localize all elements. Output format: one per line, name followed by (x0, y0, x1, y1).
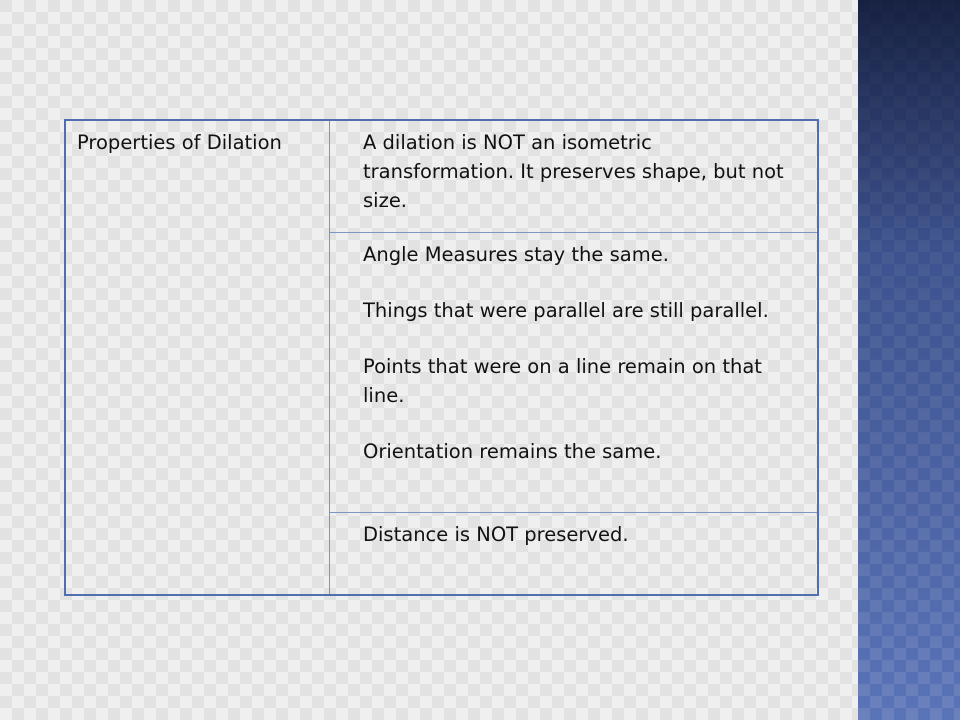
table-heading: Properties of Dilation (77, 131, 282, 154)
table-heading-cell (66, 121, 330, 594)
table-content-column (330, 121, 817, 594)
distance-statement: Distance is NOT preserved. (363, 523, 629, 546)
isometric-statement: A dilation is NOT an isometric transformation. It preserves shape, but not size. (363, 131, 784, 212)
property-orientation: Orientation remains the same. (363, 440, 662, 463)
table-cell-preserved-properties (330, 233, 817, 513)
property-angle-measures: Angle Measures stay the same. (363, 243, 669, 266)
table-cell-isometric (330, 121, 817, 233)
property-parallel: Things that were parallel are still parallel. (363, 299, 769, 322)
decorative-side-band (858, 0, 960, 720)
table-cell-distance (330, 513, 817, 594)
properties-table (64, 119, 819, 596)
property-collinear-points: Points that were on a line remain on that line. (363, 355, 762, 407)
